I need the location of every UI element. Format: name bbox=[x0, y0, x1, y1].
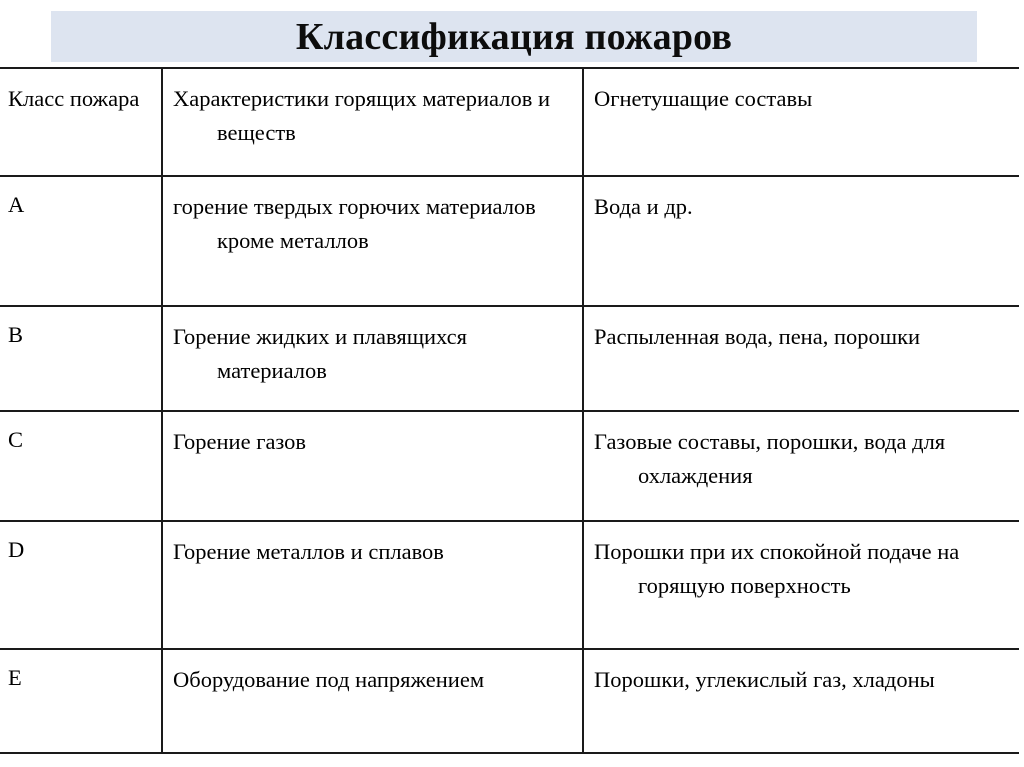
table-row bbox=[0, 411, 1019, 521]
header-cell-class bbox=[0, 68, 162, 176]
agents-text: Распыленная вода, пена, порошки bbox=[594, 324, 921, 349]
header-label-description: Характеристики горящих материалов и веществ bbox=[173, 86, 550, 145]
page-title: Классификация пожаров bbox=[295, 15, 733, 58]
agents-text: Порошки при их спокойной подаче на горящую поверхность bbox=[594, 539, 960, 598]
title-banner bbox=[51, 11, 977, 62]
cell-class bbox=[0, 649, 162, 753]
table-header-row bbox=[0, 68, 1019, 176]
cell-description bbox=[162, 521, 583, 649]
cell-class bbox=[0, 176, 162, 306]
cell-description bbox=[162, 306, 583, 411]
cell-description bbox=[162, 176, 583, 306]
table-row bbox=[0, 649, 1019, 753]
cell-agents bbox=[583, 306, 1019, 411]
cell-class bbox=[0, 411, 162, 521]
class-letter: D bbox=[8, 537, 25, 562]
header-cell-agents bbox=[583, 68, 1019, 176]
header-label-class: Класс пожара bbox=[8, 86, 140, 111]
description-text: горение твердых горючих материалов кроме металлов bbox=[173, 194, 536, 253]
class-letter: C bbox=[8, 427, 24, 452]
class-letter: E bbox=[8, 665, 22, 690]
header-cell-description bbox=[162, 68, 583, 176]
description-text: Оборудование под напряжением bbox=[173, 667, 485, 692]
fire-classification-table bbox=[0, 67, 1019, 754]
table-row bbox=[0, 176, 1019, 306]
cell-description bbox=[162, 411, 583, 521]
cell-class bbox=[0, 306, 162, 411]
cell-agents bbox=[583, 521, 1019, 649]
cell-description bbox=[162, 649, 583, 753]
agents-text: Газовые составы, порошки, вода для охлаждения bbox=[594, 429, 946, 488]
class-letter: A bbox=[8, 192, 25, 217]
agents-text: Порошки, углекислый газ, хладоны bbox=[594, 667, 935, 692]
cell-agents bbox=[583, 411, 1019, 521]
header-label-agents: Огнетушащие составы bbox=[594, 86, 813, 111]
description-text: Горение жидких и плавящихся материалов bbox=[173, 324, 467, 383]
cell-agents bbox=[583, 649, 1019, 753]
cell-class bbox=[0, 521, 162, 649]
agents-text: Вода и др. bbox=[594, 194, 693, 219]
table-row bbox=[0, 521, 1019, 649]
class-letter: B bbox=[8, 322, 24, 347]
description-text: Горение металлов и сплавов bbox=[173, 539, 444, 564]
table-row bbox=[0, 306, 1019, 411]
cell-agents bbox=[583, 176, 1019, 306]
description-text: Горение газов bbox=[173, 429, 307, 454]
